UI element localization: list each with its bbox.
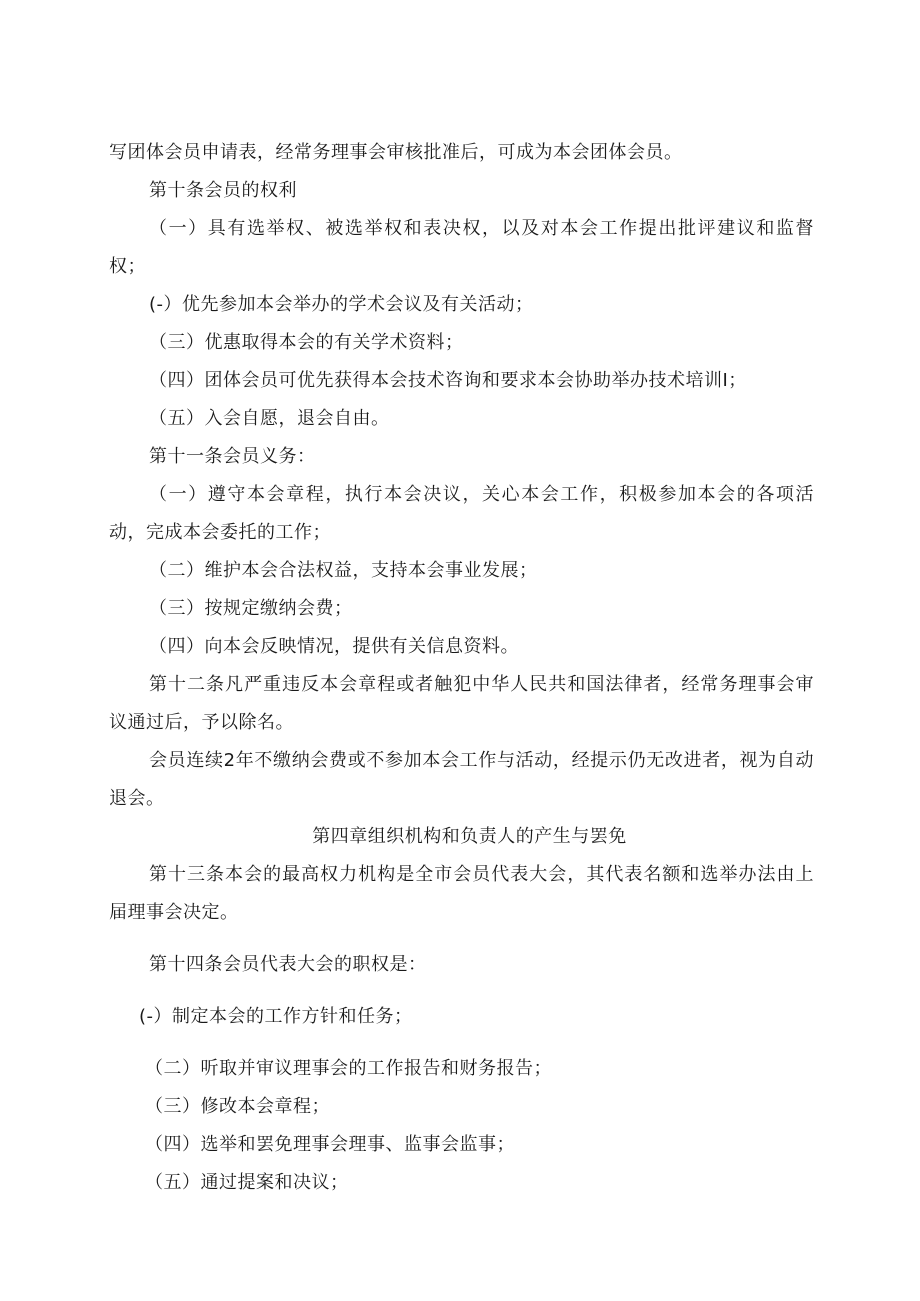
article-12-note: 会员连续2年不缴纳会费或不参加本会工作与活动，经提示仍无改进者，视为自动退会。 <box>109 750 814 809</box>
article-14-item-2: （二）听取并审议理事会的工作报告和财务报告； <box>145 1058 552 1079</box>
chapter-4-title: 第四章组织机构和负责人的产生与罢免 <box>312 826 627 847</box>
article-14-heading: 第十四条会员代表大会的职权是： <box>149 954 427 975</box>
article-10-item-4: （四）团体会员可优先获得本会技术咨询和要求本会协助举办技术培训I； <box>149 370 747 391</box>
paragraph-continuation: 写团体会员申请表，经常务理事会审核批准后，可成为本会团体会员。 <box>109 142 683 163</box>
article-10-heading: 第十条会员的权利 <box>149 180 297 201</box>
article-11-item-4: （四）向本会反映情况，提供有关信息资料。 <box>149 636 519 657</box>
article-12: 第十二条凡严重违反本会章程或者触犯中华人民共和国法律者，经常务理事会审议通过后，予以除名。 <box>109 674 814 733</box>
article-10-item-2: (-）优先参加本会举办的学术会议及有关活动； <box>149 294 534 315</box>
article-11-item-2: （二）维护本会合法权益，支持本会事业发展； <box>149 560 538 581</box>
article-10-item-5: （五）入会自愿，退会自由。 <box>149 408 390 429</box>
article-10-item-1: （一）具有选举权、被选举权和表决权，以及对本会工作提出批评建议和监督权； <box>109 218 814 277</box>
article-14-item-4: （四）选举和罢免理事会理事、监事会监事； <box>145 1134 515 1155</box>
article-14-item-1: (-）制定本会的工作方针和任务； <box>139 1006 413 1027</box>
article-13: 第十三条本会的最高权力机构是全市会员代表大会，其代表名额和选举办法由上届理事会决定。 <box>109 864 814 923</box>
article-11-item-3: （三）按规定缴纳会费； <box>149 598 353 619</box>
article-14-item-3: （三）修改本会章程； <box>145 1096 330 1117</box>
article-10-item-3: （三）优惠取得本会的有关学术资料； <box>149 332 464 353</box>
document-body <box>109 134 814 1202</box>
article-14-item-5: （五）通过提案和决议； <box>145 1172 349 1193</box>
article-11-heading: 第十一条会员义务： <box>149 446 316 467</box>
article-11-item-1: （一）遵守本会章程，执行本会决议，关心本会工作，积极参加本会的各项活动，完成本会委托的工作； <box>109 484 814 543</box>
